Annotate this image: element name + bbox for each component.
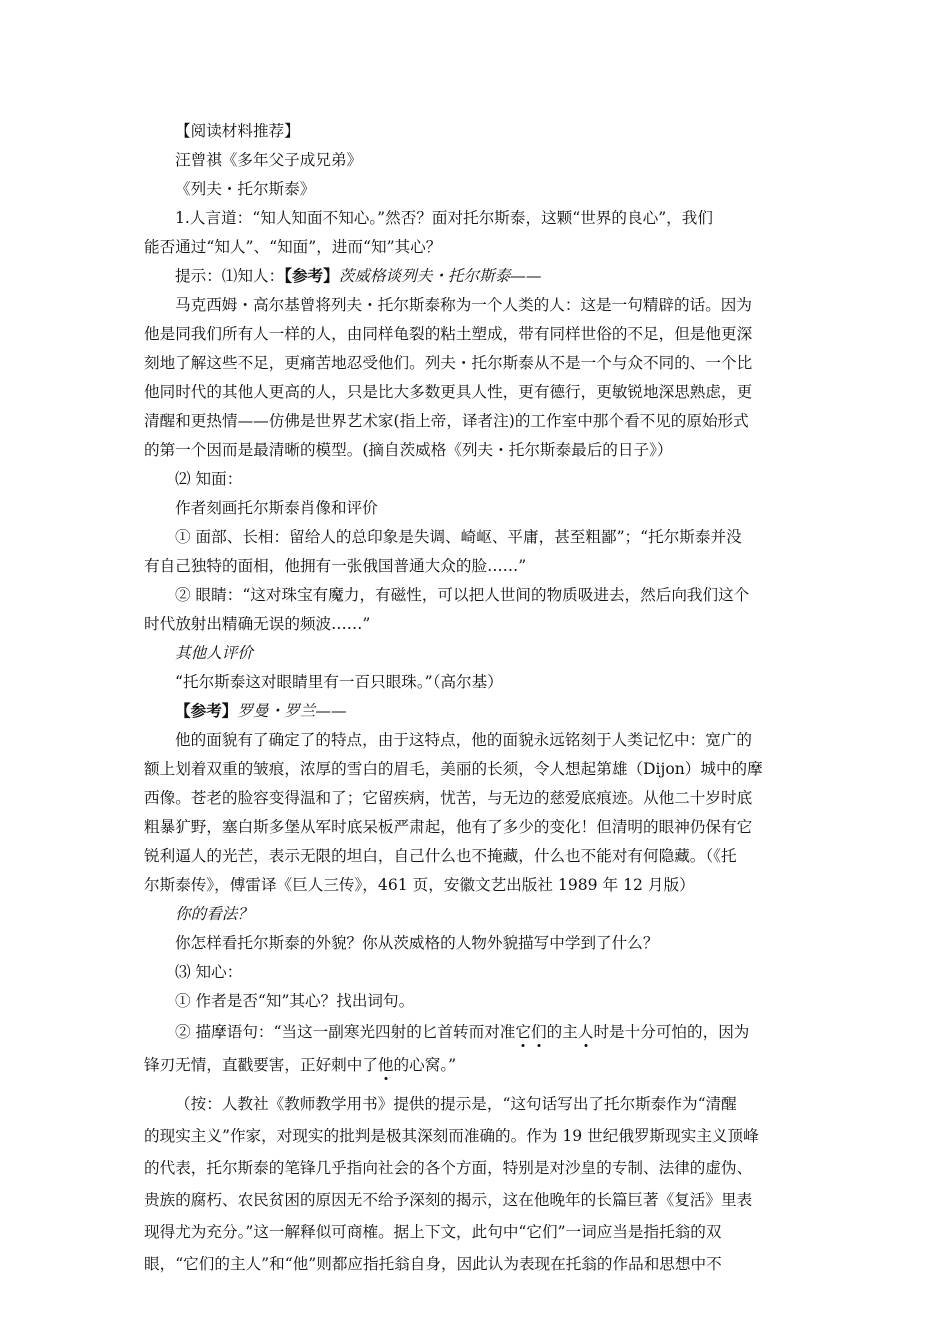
- paragraph-text: 时代放射出精确无误的频波……”: [144, 615, 371, 633]
- reading-item-text: 汪曾祺《多年父子成兄弟》: [175, 151, 363, 169]
- subsection-heading: [175, 469, 950, 489]
- paragraph-line: [144, 353, 950, 373]
- paragraph-line: [144, 614, 950, 634]
- subsection-text: 你的看法？: [175, 905, 253, 923]
- paragraph-line: [144, 1158, 950, 1178]
- paragraph-text: ② 眼睛：“这对珠宝有魔力，有磁性，可以把人世间的物质吸进去，然后向我们这个: [175, 586, 750, 604]
- paragraph-line: [144, 1254, 950, 1274]
- reference-tag: 【参考】: [284, 266, 339, 285]
- paragraph-text: 的代表，托尔斯泰的笔锋几乎指向社会的各个方面，特别是对沙皇的专制、法律的虚伪、: [144, 1159, 753, 1177]
- paragraph-text: 他是同我们所有人一样的人，由同样龟裂的粘土塑成，带有同样世俗的不足，但是他更深: [144, 325, 753, 343]
- paragraph-line: [175, 1022, 950, 1042]
- paragraph-line: [175, 933, 950, 953]
- paragraph-text: 尔斯泰传》，傅雷译《巨人三传》，461 页，安徽文艺出版社 1989 年 12 月版）: [144, 876, 695, 894]
- subsection-heading: [175, 643, 950, 663]
- paragraph-text: （按：人教社《教师教学用书》提供的提示是，“这句话写出了托尔斯泰作为“清醒: [175, 1095, 737, 1113]
- paragraph-text: 有自己独特的面相，他拥有一张俄国普通大众的脸……”: [144, 557, 527, 575]
- paragraph-line: [144, 1222, 950, 1242]
- paragraph-line: [144, 759, 950, 779]
- paragraph-text: ② 描摩语句：“当这一副寒光四射的匕首转而对准: [175, 1023, 516, 1041]
- paragraph-text: 眼，“它们的主人”和“他”则都应指托翁自身，因此认为表现在托翁的作品和思想中不: [144, 1255, 722, 1273]
- paragraph-text: 贵族的腐朽、农民贫困的原因无不给予深刻的揭示，这在他晚年的长篇巨著《复活》里表: [144, 1191, 753, 1209]
- section-heading: [175, 121, 950, 141]
- paragraph-text: 粗暴犷野，塞白斯多堡从军时底呆板严肃起，他有了多少的变化！但清明的眼神仍保有它: [144, 818, 753, 836]
- paragraph-line: [144, 382, 950, 402]
- question-text: 能否通过“知人”、“知面”，进而“知”其心？: [144, 238, 442, 256]
- paragraph-line: [175, 585, 950, 605]
- paragraph-text: 的第一个因而是最清晰的模型。(摘自茨威格《列夫・托尔斯泰最后的日子》）: [144, 441, 673, 459]
- question-text: 1.人言道：“知人知面不知心。”然否？面对托尔斯泰，这颗“世界的良心”，我们: [175, 209, 713, 227]
- paragraph-line: [175, 527, 950, 547]
- subsection-heading: [175, 904, 950, 924]
- reading-item: [175, 150, 950, 170]
- reference-tag: 【参考】: [175, 701, 238, 720]
- subsection-text: ⑵ 知面：: [175, 470, 243, 488]
- reading-item-text: 《列夫・托尔斯泰》: [175, 180, 316, 198]
- emphasis-char: 他: [377, 1056, 394, 1074]
- subsection-heading: [175, 962, 950, 982]
- emphasis-char: 人: [577, 1023, 594, 1041]
- paragraph-text: 锋刃无情，直戳要害，正好刺中了: [144, 1056, 378, 1074]
- paragraph-text: 的心窝。”: [393, 1056, 457, 1074]
- question-line: [175, 208, 950, 228]
- hint-label: 提示：⑴知人：: [175, 267, 285, 285]
- paragraph-text: 的主: [546, 1023, 578, 1041]
- reference-heading: [175, 701, 950, 721]
- paragraph-text: 你怎样看托尔斯泰的外貌？你从茨威格的人物外貌描写中学到了什么？: [175, 934, 659, 952]
- paragraph-line: [144, 440, 950, 460]
- paragraph-line: [144, 788, 950, 808]
- paragraph-text: ① 面部、长相：留给人的总印象是失调、崎岖、平庸，甚至粗鄙”；“托尔斯泰并没: [175, 528, 742, 546]
- paragraph-text: 西像。苍老的脸容变得温和了；它留疾病，忧苦，与无边的慈爱底痕迹。从他二十岁时底: [144, 789, 753, 807]
- paragraph-text: 他的面貌有了确定了的特点，由于这特点，他的面貌永远铭刻于人类记忆中：宽广的: [175, 731, 752, 749]
- paragraph-line: [144, 817, 950, 837]
- paragraph-text: 刻地了解这些不足，更痛苦地忍受他们。列夫・托尔斯泰从不是一个与众不同的、一个比: [144, 354, 753, 372]
- paragraph-line: [175, 498, 950, 518]
- paragraph-text: 现得尤为充分。”这一解释似可商榷。据上下文，此句中“它们”一词应当是指托翁的双: [144, 1223, 722, 1241]
- paragraph-text: 额上划着双重的皱痕，浓厚的雪白的眉毛，美丽的长须，令人想起第雄（Dijon）城中的摩: [144, 760, 763, 778]
- quote-line: [175, 672, 950, 692]
- paragraph-line: [144, 1055, 950, 1075]
- subsection-text: ⑶ 知心：: [175, 963, 243, 981]
- paragraph-line: [175, 991, 950, 1011]
- paragraph-line: [144, 411, 950, 431]
- paragraph-text: 作者刻画托尔斯泰肖像和评价: [175, 499, 378, 517]
- paragraph-line: [144, 324, 950, 344]
- paragraph-line: [144, 875, 950, 895]
- reading-item: [175, 179, 950, 199]
- subsection-text: 其他人评价: [175, 644, 253, 662]
- heading-text: 【阅读材料推荐】: [175, 122, 300, 140]
- paragraph-line: [144, 1190, 950, 1210]
- paragraph-line: [175, 730, 950, 750]
- paragraph-text: 清醒和更热情——仿佛是世界艺术家(指上帝，译者注)的工作室中那个看不见的原始形式: [144, 412, 749, 430]
- reference-source: 罗曼・罗兰——: [237, 702, 347, 720]
- quote-text: “托尔斯泰这对眼睛里有一百只眼珠。”（高尔基）: [175, 673, 503, 691]
- paragraph-text: 锐利逼人的光芒，表示无限的坦白，自己什么也不掩藏，什么也不能对有何隐藏。（《托: [144, 847, 737, 865]
- paragraph-text: 马克西姆・高尔基曾将列夫・托尔斯泰称为一个人类的人：这是一句精辟的话。因为: [175, 296, 752, 314]
- paragraph-text: 时是十分可怕的，因为: [593, 1023, 750, 1041]
- hint-line: [175, 266, 950, 286]
- paragraph-line: [175, 1094, 950, 1114]
- paragraph-line: [144, 556, 950, 576]
- paragraph-line: [144, 846, 950, 866]
- paragraph-line: [175, 295, 950, 315]
- emphasis-char: 们: [531, 1023, 547, 1041]
- paragraph-line: [144, 1126, 950, 1146]
- reference-source: 茨威格谈列夫・托尔斯泰——: [338, 267, 542, 285]
- emphasis-char: 它: [515, 1023, 532, 1041]
- question-line: [144, 237, 950, 257]
- paragraph-text: 他同时代的其他人更高的人，只是比大多数更具人性，更有德行，更敏锐地深思熟虑，更: [144, 383, 753, 401]
- paragraph-text: ① 作者是否“知”其心？找出词句。: [175, 992, 415, 1010]
- paragraph-text: 的现实主义”作家，对现实的批判是极其深刻而准确的。作为 19 世纪俄罗斯现实主义顶峰: [144, 1127, 759, 1145]
